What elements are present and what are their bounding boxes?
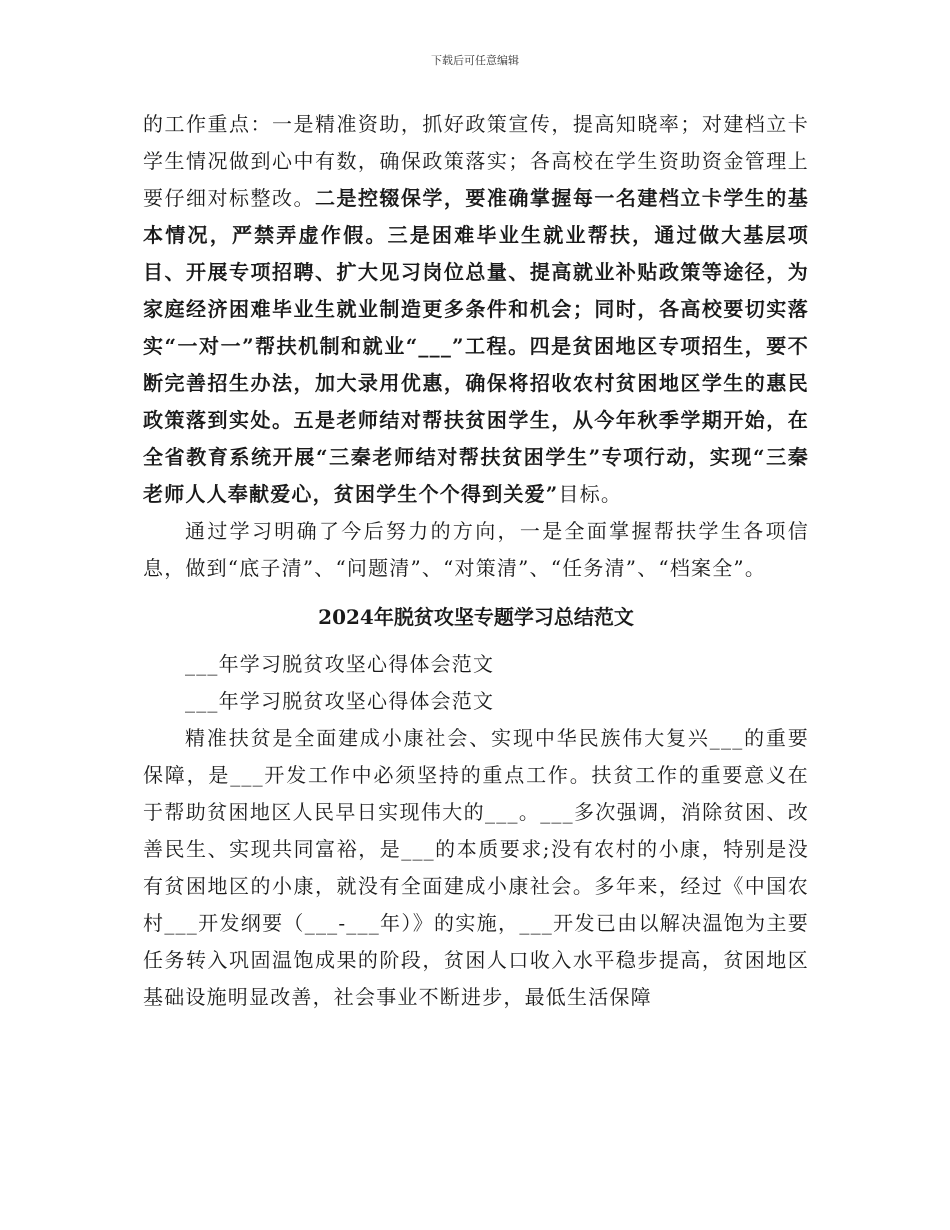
article-subtitle-1: ___年学习脱贫攻坚心得体会范文 (185, 652, 495, 676)
paragraph-poverty-alleviation: 精准扶贫是全面建成小康社会、实现中华民族伟大复兴___的重要保障，是___开发工作中必须坚持的重点工作。扶贫工作的重要意义在于帮助贫困地区人民早日实现伟大的___。___多次强调，消除贫困、改善民生、实现共同富裕，是___的本质要求;没有农村的小康，特别是没有贫困地区的小康，就没有全面建成小康社会。多年来，经过《中国农村___开发纲要（___-___年）》的实施，___开发已由以解决温饱为主要任务转入巩固温饱成果的阶段，贫困人口收入水平稳步提高，贫困地区基础设施明显改善，社会事业不断进步，最低生活保障 (143, 726, 809, 1009)
article-subtitle-2: ___年学习脱贫攻坚心得体会范文 (185, 689, 495, 713)
work-focus-normal-text: 的工作重点：一是精准资助，抓好政策宣传，提高知晓率；对建档立卡学生情况做到心中有数，确保政策落实；各高校在学生资助资金管理上要仔细对标整改。 (143, 112, 809, 210)
paragraph-work-focus (143, 106, 809, 513)
document-body (143, 106, 809, 1016)
work-focus-bold-text: 二是控辍保学，要准确掌握每一名建档立卡学生的基本情况，严禁弄虚作假。三是困难毕业生就业帮扶，通过做大基层项目、开展专项招聘、扩大见习岗位总量、提高就业补贴政策等途径，为家庭经济困难毕业生就业制造更多条件和机会；同时，各高校要切实落实“一对一”帮扶机制和就业“___”工程。四是贫困地区专项招生，要不断完善招生办法，加大录用优惠，确保将招收农村贫困地区学生的惠民政策落到实处。五是老师结对帮扶贫困学生，从今年秋季学期开始，在全省教育系统开展“三秦老师结对帮扶贫困学生”专项行动，实现“三秦老师人人奉献爱心，贫困学生个个得到关爱” (143, 186, 809, 506)
work-focus-tail-text: 目标。 (558, 482, 623, 506)
article-title: 2024年脱贫攻坚专题学习总结范文 (318, 605, 634, 629)
paragraph-study-direction: 通过学习明确了今后努力的方向，一是全面掌握帮扶学生各项信息，做到“底子清”、“问题清”、“对策清”、“任务清”、“档案全”。 (143, 519, 809, 580)
page-header: 下载后可任意编辑 (431, 54, 519, 67)
